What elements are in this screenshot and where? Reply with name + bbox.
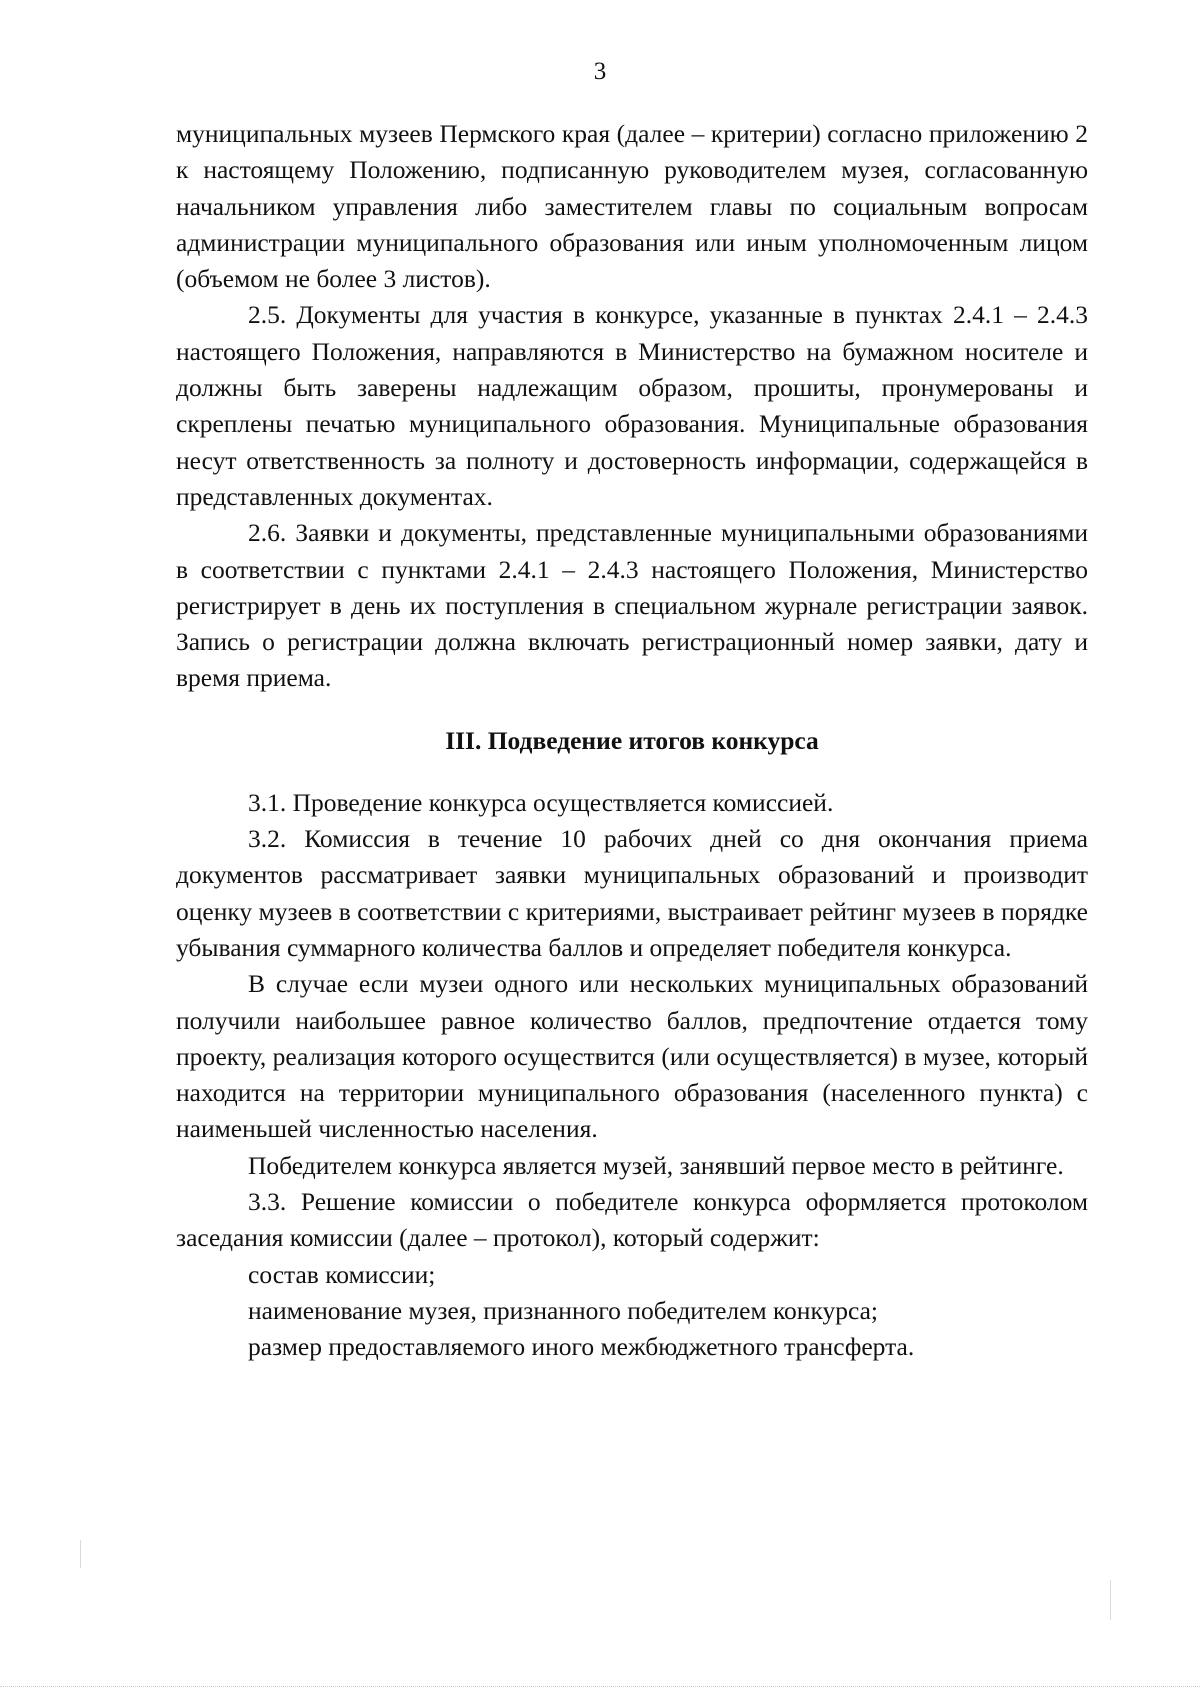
page-number: 3 (593, 58, 607, 85)
paragraph-winner: Победителем конкурса является музей, занявший первое место в рейтинге. (248, 1150, 1064, 1180)
paragraph-3-1: 3.1. Проведение конкурса осуществляется комиссией. (248, 787, 834, 817)
document-body (176, 116, 1088, 1366)
list-item: состав комиссии; (248, 1259, 436, 1289)
list-item: размер предоставляемого иного межбюджетного трансферта. (248, 1332, 915, 1362)
paragraph-equal-score: В случае если музеи одного или нескольких муниципальных образований получили наибольшее равное количество баллов, предпочтение отдается тому проекту, реализация которого осуществится (или осуществляется) в музее, который находится на территории муниципального образования (населенного пункта) с наименьшей численностью населения. (176, 969, 1088, 1144)
paragraph-continuation: муниципальных музеев Пермского края (далее – критерии) согласно приложению 2 к настоящему Положению, подписанную руководителем музея, согласованную начальником управления либо заместителем главы по социальным вопросам администрации муниципального образования или иным уполномоченным лицом (объемом не более 3 листов). (176, 119, 1088, 294)
list-item: наименование музея, признанного победителем конкурса; (248, 1295, 879, 1325)
paragraph-2-5: 2.5. Документы для участия в конкурсе, указанные в пунктах 2.4.1 – 2.4.3 настоящего Положения, направляются в Министерство на бумажном носителе и должны быть заверены надлежащим образом, прошиты, пронумерованы и скреплены печатью муниципального образования. Муниципальные образования несут ответственность за полноту и достоверность информации, содержащейся в представленных документах. (176, 300, 1088, 511)
scan-mark (80, 1540, 81, 1568)
paragraph-3-2: 3.2. Комиссия в течение 10 рабочих дней со дня окончания приема документов рассматривает заявки муниципальных образований и производит оценку музеев в соответствии с критериями, выстраивает рейтинг музеев в порядке убывания суммарного количества баллов и определяет победителя конкурса. (176, 824, 1088, 962)
section-heading: III. Подведение итогов конкурса (445, 725, 819, 755)
scan-edge (0, 1686, 1200, 1688)
paragraph-3-3: 3.3. Решение комиссии о победителе конкурса оформляется протоколом заседания комиссии (далее – протокол), который содержит: (176, 1187, 1088, 1253)
paragraph-2-6: 2.6. Заявки и документы, представленные муниципальными образованиями в соответствии с пунктами 2.4.1 – 2.4.3 настоящего Положения, Министерство регистрирует в день их поступления в специальном журнале регистрации заявок. Запись о регистрации должна включать регистрационный номер заявки, дату и время приема. (176, 518, 1088, 693)
scan-mark (1110, 1580, 1111, 1620)
